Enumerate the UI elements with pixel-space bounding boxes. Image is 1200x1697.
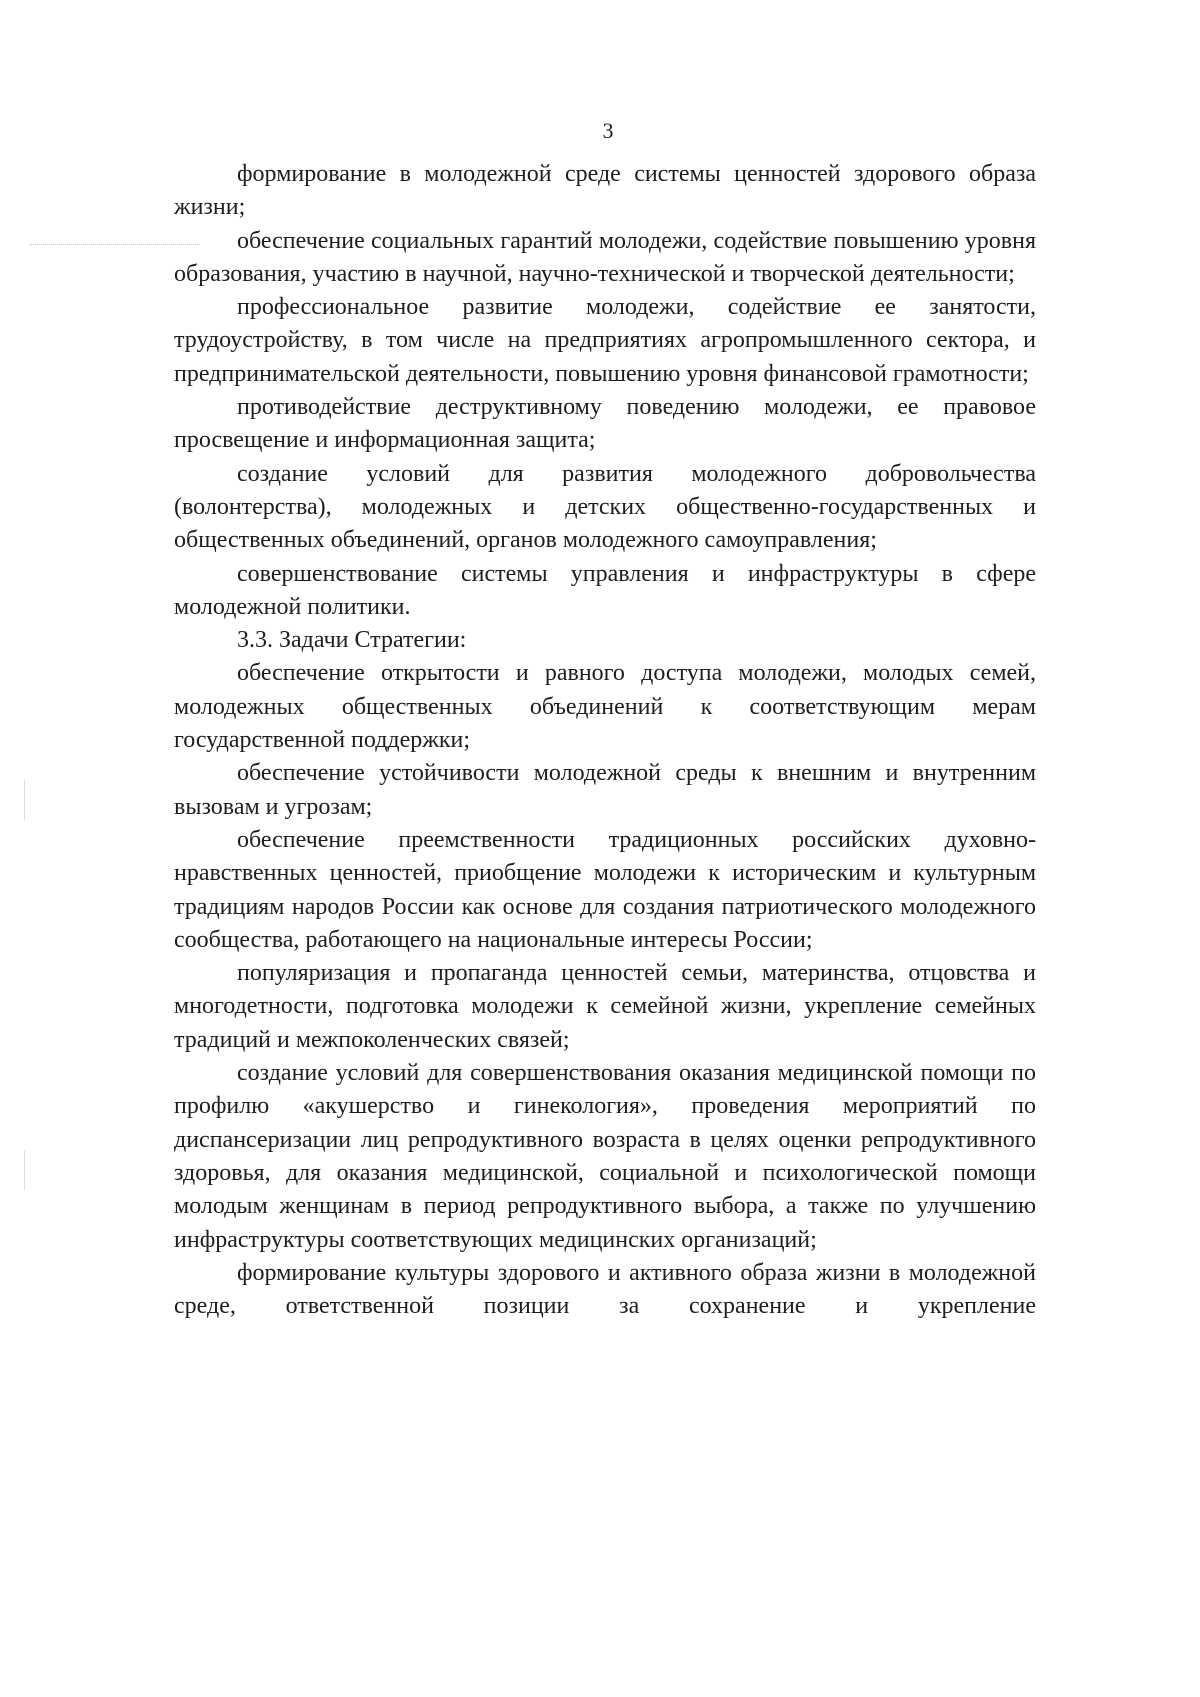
paragraph: популяризация и пропаганда ценностей семьи, материнства, отцовства и многодетности, подготовка молодежи к семейной жизни, укрепление семейных традиций и межпоколенческих связей; [174, 960, 1036, 1053]
paragraph: противодействие деструктивному поведению молодежи, ее правовое просвещение и информационная защита; [174, 394, 1036, 454]
paragraph: обеспечение социальных гарантий молодежи, содействие повышению уровня образования, участию в научной, научно-технической и творческой деятельности; [174, 227, 1036, 287]
scan-margin-mark [24, 780, 25, 820]
paragraph: обеспечение открытости и равного доступа молодежи, молодых семей, молодежных общественных объединений к соответствующим мерам государственной поддержки; [174, 660, 1036, 754]
paragraph: формирование культуры здорового и активного образа жизни в молодежной среде, ответственной позиции за сохранение и укрепление [174, 1259, 1036, 1320]
paragraph: профессиональное развитие молодежи, содействие ее занятости, трудоустройству, в том числе на предприятиях агропромышленного сектора, и предпринимательской деятельности, повышению уровня финансовой грамотности; [174, 294, 1036, 387]
paragraph: формирование в молодежной среде системы ценностей здорового образа жизни; [174, 161, 1036, 221]
section-heading: 3.3. Задачи Стратегии: [237, 627, 467, 654]
paragraph: создание условий для развития молодежного добровольчества (волонтерства), молодежных и детских общественно-государственных и общественных объединений, органов молодежного самоуправления; [174, 460, 1036, 554]
paragraph: создание условий для совершенствования оказания медицинской помощи по профилю «акушерство и гинекология», проведения мероприятий по диспансеризации лиц репродуктивного возраста в целях оценки репродуктивного здоровья, для оказания медицинской, социальной и психологической помощи молодым женщинам в период репродуктивного выбора, а также по улучшению инфраструктуры соответствующих медицинских организаций; [174, 1060, 1036, 1253]
scan-margin-mark [24, 1150, 25, 1190]
page-number: 3 [602, 118, 614, 143]
paragraph: обеспечение преемственности традиционных российских духовно-нравственных ценностей, приобщение молодежи к историческим и культурным традициям народов России как основе для создания патриотического молодежного сообщества, работающего на национальные интересы России; [174, 826, 1036, 953]
paragraph: совершенствование системы управления и инфраструктуры в сфере молодежной политики. [174, 560, 1036, 620]
paragraph: обеспечение устойчивости молодежной среды к внешним и внутренним вызовам и угрозам; [174, 760, 1036, 820]
document-body [174, 158, 1036, 1323]
